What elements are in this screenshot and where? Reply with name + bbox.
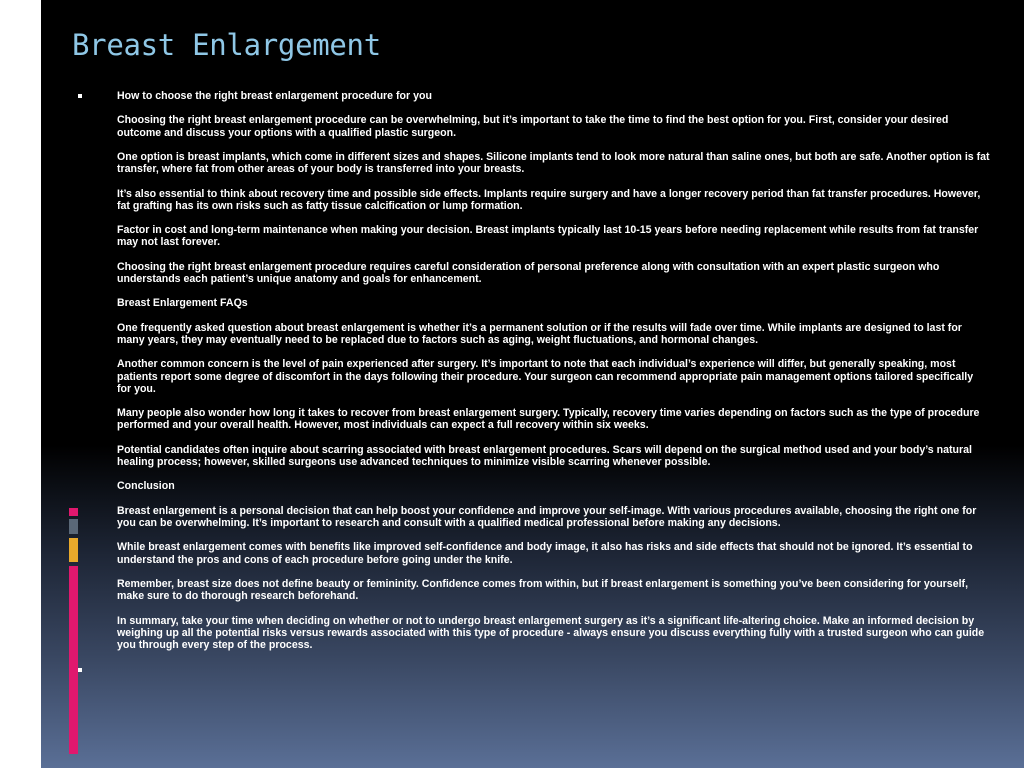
- paragraph-heading-choose: How to choose the right breast enlargement procedure for you: [117, 90, 432, 102]
- paragraph: Another common concern is the level of pain experienced after surgery. It’s important to note that each individual’s experience will differ, but generally speaking, most patients report some degree of discomfort in the days following their procedure. Your surgeon can recommend appropriate pain management options tailored specifically for you.: [117, 358, 974, 395]
- paragraph-heading-conclusion: Conclusion: [117, 480, 175, 493]
- paragraph: Choosing the right breast enlargement procedure can be overwhelming, but it’s important to take the time to find the best option for you. First, consider your desired outcome and discuss your options with a qualified plastic surgeon.: [117, 114, 949, 139]
- bullet-marker-1: [78, 94, 82, 98]
- slide: [41, 0, 1024, 768]
- accent-bar-gray: [69, 519, 78, 534]
- paragraph: One frequently asked question about breast enlargement is whether it’s a permanent solution or if the results will fade over time. While implants are designed to last for many years, they may eventually need to be replaced due to factors such as aging, weight fluctuations, and hormonal changes.: [117, 321, 962, 346]
- paragraph: It’s also essential to think about recovery time and possible side effects. Implants require surgery and have a longer recovery period than fat transfer procedures. However, fat grafting has its own risks such as fatty tissue calcification or lump formation.: [117, 187, 981, 212]
- paragraph: In summary, take your time when deciding on whether or not to undergo breast enlargement surgery as it’s a significant life-altering choice. Make an informed decision by weighing up all the potential risks versus rewards associated with this type of procedure - always ensure you discuss everything fully with a trusted surgeon who can guide you through every step of the process.: [117, 614, 985, 651]
- paragraph: Many people also wonder how long it takes to recover from breast enlargement surgery. Typically, recovery time varies depending on factors such as the type of procedure performed and your overall health. However, most individuals can expect a full recovery within six weeks.: [117, 407, 980, 432]
- paragraph: One option is breast implants, which come in different sizes and shapes. Silicone implants tend to look more natural than saline ones, but both are safe. Another option is fat transfer, where fat from other areas of your body is transferred into your breasts.: [117, 150, 990, 176]
- bullet-content: [117, 90, 990, 663]
- bullet-marker-2: [78, 668, 82, 672]
- accent-bar-pink-top: [69, 508, 78, 516]
- paragraph: Remember, breast size does not define beauty or femininity. Confidence comes from within, but if breast enlargement is something you’ve been considering for yourself, make sure to do thorough research beforehand.: [117, 577, 969, 603]
- paragraph: Factor in cost and long-term maintenance when making your decision. Breast implants typically last 10-15 years before needing replacement while results from fat transfer may not last forever.: [117, 224, 979, 249]
- paragraph: Breast enlargement is a personal decision that can help boost your confidence and improve your self-image. With various procedures available, choosing the right one for you can be overwhelming. It’s important to research and consult with a qualified medical professional before making any decisions.: [117, 504, 977, 529]
- paragraph: Potential candidates often inquire about scarring associated with breast enlargement procedures. Scars will depend on the surgical method used and your body’s natural healing process; however, skilled surgeons use advanced techniques to minimize visible scarring whenever possible.: [117, 443, 972, 468]
- accent-bar-orange: [69, 538, 78, 562]
- accent-bars: [69, 0, 79, 768]
- paragraph: Choosing the right breast enlargement procedure requires careful consideration of personal preference along with consultation with an expert plastic surgeon who understands each patient’s unique anatomy and goals for enhancement.: [117, 260, 940, 285]
- accent-bar-pink-long: [69, 566, 78, 754]
- paragraph-heading-faqs: Breast Enlargement FAQs: [117, 297, 248, 310]
- paragraph: While breast enlargement comes with benefits like improved self-confidence and body image, it also has risks and side effects that should not be ignored. It’s essential to understand the pros and cons of each procedure before going under the knife.: [117, 541, 973, 566]
- slide-title: Breast Enlargement: [72, 28, 381, 62]
